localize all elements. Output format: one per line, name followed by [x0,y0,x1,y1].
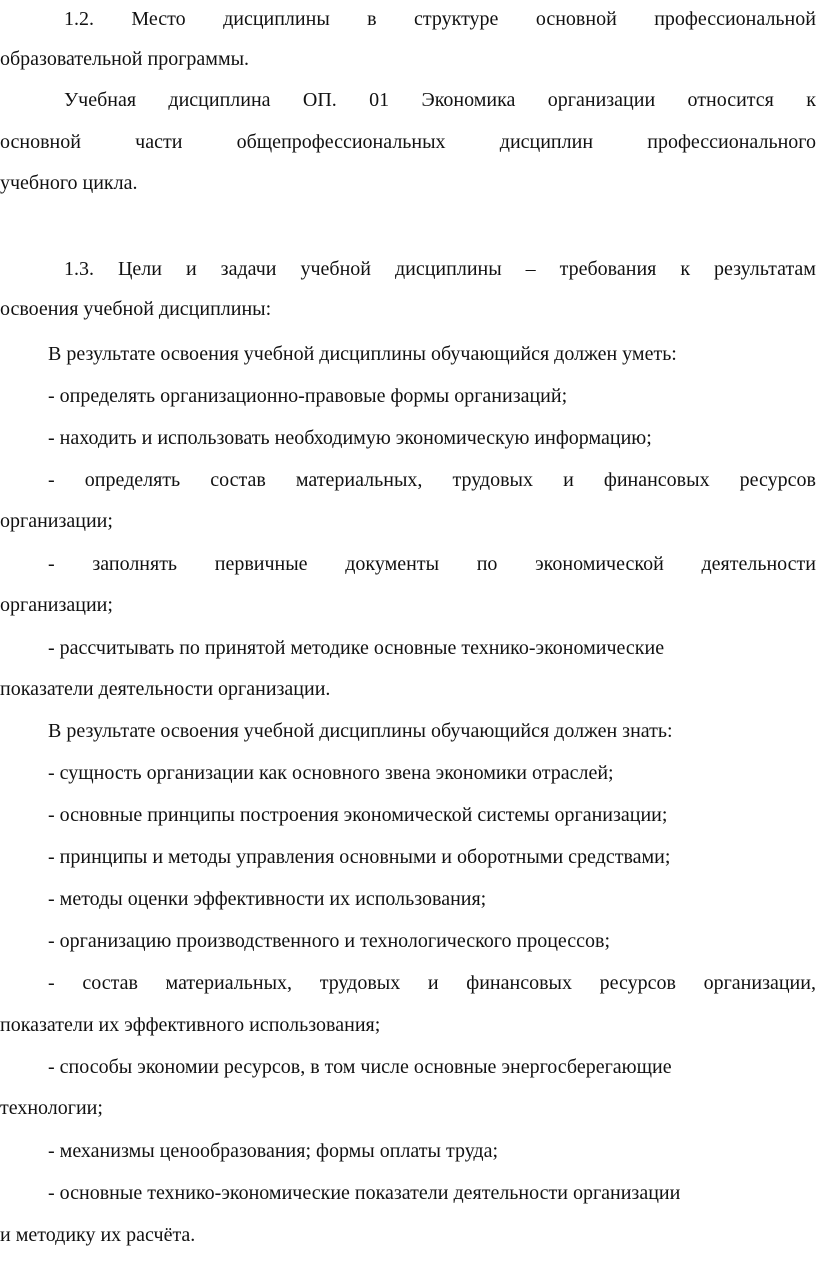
word: 1.3. [64,258,94,280]
word: общепрофессиональных [236,131,446,153]
word: в [367,8,377,30]
word: состав [210,469,266,491]
word: ресурсов [739,469,816,491]
word: деятельности [701,553,816,575]
skills-item-4-line2: организации; [0,594,113,616]
word: первичные [214,553,308,575]
word: ОП. [302,89,337,111]
knowledge-item-9-line1: - основные технико-экономические показатели деятельности организации [48,1182,681,1204]
word: ресурсов [599,972,676,994]
knowledge-item-7-line2: технологии; [0,1097,103,1119]
section-1-2-heading-line2: образовательной программы. [0,48,250,70]
word: - [48,553,55,575]
word: организации [547,89,656,111]
word: состав [82,972,138,994]
knowledge-item-6-line1 [48,968,816,998]
section-1-3-heading-line1 [64,254,816,284]
word: Учебная [64,89,137,111]
word: профессиональной [654,8,816,30]
word: части [135,131,183,153]
word: документы [345,553,440,575]
knowledge-item-7-line1: - способы экономии ресурсов, в том числе основные энергосберегающие [48,1056,672,1078]
word: - [48,469,55,491]
word: дисциплины [223,8,330,30]
word: к [680,258,691,280]
word: требования [559,258,657,280]
knowledge-intro: В результате освоения учебной дисциплины обучающийся должен знать: [48,720,673,742]
word: результатам [714,258,816,280]
skills-item-5-line1: - рассчитывать по принятой методике основные технико-экономические [48,637,665,659]
section-1-2-para-line3: учебного цикла. [0,172,138,194]
word: и [185,258,197,280]
skills-item-1: - определять организационно-правовые формы организаций; [48,385,568,407]
section-1-2-para-line1 [64,85,816,115]
skills-item-2: - находить и использовать необходимую экономическую информацию; [48,427,652,449]
skills-item-3-line2: организации; [0,510,113,532]
knowledge-item-4: - методы оценки эффективности их использования; [48,888,487,910]
word: относится [687,89,774,111]
word: 01 [369,89,390,111]
word: к [806,89,816,111]
skills-item-5-line2: показатели деятельности организации. [0,678,331,700]
word: и [563,469,574,491]
skills-intro: В результате освоения учебной дисциплины обучающийся должен уметь: [48,343,677,365]
word: 1.2. [64,8,94,30]
word: учебной [300,258,371,280]
knowledge-item-2: - основные принципы построения экономической системы организации; [48,804,668,826]
word: - [48,972,55,994]
word: Цели [117,258,162,280]
word: экономической [535,553,664,575]
word: дисциплина [168,89,271,111]
word: Экономика [421,89,516,111]
section-1-2-heading-line1 [64,4,816,34]
word: дисциплин [499,131,594,153]
section-1-2-para-line2 [0,127,816,157]
skills-item-3-line1 [48,465,816,495]
word: по [476,553,498,575]
word: основной [535,8,617,30]
word: организации, [703,972,816,994]
knowledge-item-1: - сущность организации как основного звена экономики отраслей; [48,762,614,784]
knowledge-item-8: - механизмы ценообразования; формы оплаты труда; [48,1140,499,1162]
word: трудовых [452,469,533,491]
knowledge-item-5: - организацию производственного и технологического процессов; [48,930,611,952]
word: трудовых [319,972,401,994]
section-1-3-heading-line2: освоения учебной дисциплины: [0,298,272,320]
word: финансовых [603,469,710,491]
word: материальных, [165,972,293,994]
word: структуре [414,8,499,30]
word: профессионального [647,131,816,153]
skills-item-4-line1 [48,549,816,579]
word: основной [0,131,81,153]
word: определять [84,469,181,491]
word: Место [131,8,186,30]
knowledge-item-6-line2: показатели их эффективного использования; [0,1014,381,1036]
word: задачи [220,258,277,280]
word: материальных, [295,469,423,491]
word: дисциплины [394,258,502,280]
word: финансовых [466,972,572,994]
word: – [525,258,536,280]
knowledge-item-3: - принципы и методы управления основными и оборотными средствами; [48,846,671,868]
word: заполнять [92,553,178,575]
word: и [427,972,439,994]
knowledge-item-9-line2: и методику их расчёта. [0,1224,196,1246]
